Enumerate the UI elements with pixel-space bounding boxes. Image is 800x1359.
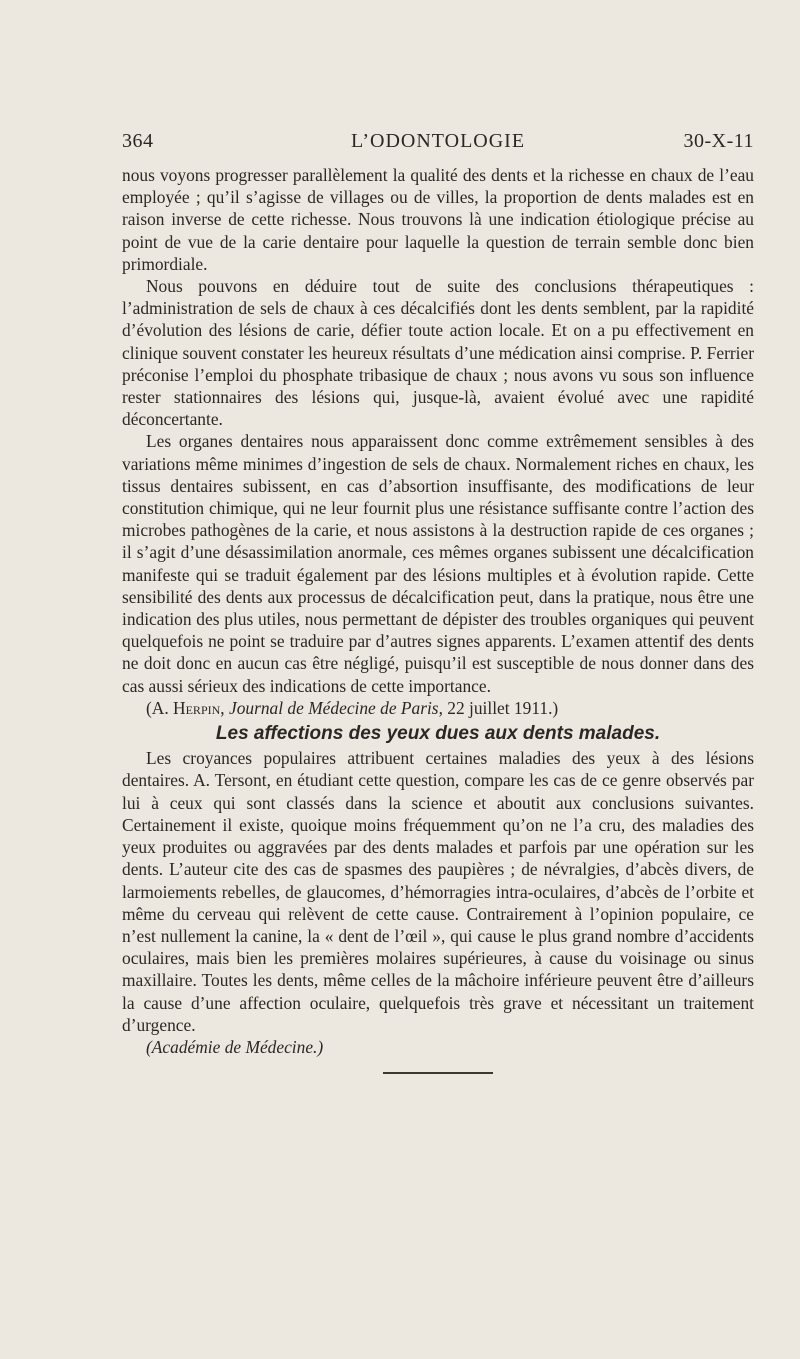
section-heading: Les affections des yeux dues aux dents malades. (215, 723, 661, 745)
source-open: (A. (146, 697, 174, 718)
paragraph-4: Les croyances populaires attribuent certaines maladies des yeux à des lésions dentaires. A. Tersont, en étudiant cette question, compare les cas de ce genre observés par lui à ceux qui sont classés dans la science et aboutit aux conclusions suivantes. Certainement il existe, quoique moins fréquemment qu’on ne l’a cru, des maladies des yeux produites ou aggravées par des dents malades et parfois par une opération sur les dents. L’auteur cite des cas de spasmes des paupières ; de névralgies, d’abcès divers, de larmoiements rebelles, de glaucomes, d’hémorragies intra-oculaires, d’abcès de l’orbite et même du cerveau qui relèvent de cette cause. Contrairement à l’opinion populaire, ce n’est nullement la canine, la « dent de l’œil », qui cause le plus grand nombre d’accidents oculaires, mais bien les premières molaires supérieures, à cause du voisinage ou sinus maxillaire. Toutes les dents, même celles de la mâchoire inférieure peuvent être d’ailleurs la cause d’une affection oculaire, quelquefois très grave et nécessitant un traitement d’urgence. (122, 748, 754, 1035)
source-citation (122, 697, 754, 719)
paragraph-3: Les organes dentaires nous apparaissent donc comme extrêmement sensibles à des variations même minimes d’ingestion de sels de chaux. Normalement riches en chaux, les tissus dentaires subissent, en cas d’absortion insuffisante, des modifications de leur constitution chimique, qui ne leur fournit plus une résistance suffisante contre l’action des microbes pathogènes de la carie, et nous assistons à la destruction rapide de ces organes ; il s’agit d’une désassimilation anormale, ces mêmes organes subissent une décalcification manifeste qui se traduit également par des lésions multiples et à évolution rapide. Cette sensibilité des dents aux processus de décalcification peut, dans la pratique, nous être une indication des plus utiles, nous permettant de dépister des troubles organiques qui peuvent quelquefois ne point se traduire par d’autres signes apparents. L’examen attentif des dents ne doit donc en aucun cas être négligé, puisqu’il est susceptible de nous donner dans des cas aussi sérieux des indications de cette importance. (122, 431, 754, 696)
running-header (122, 130, 754, 158)
source-sep: , (220, 697, 229, 718)
journal-title: L’ODONTOLOGIE (350, 130, 526, 152)
article-body (122, 164, 754, 1074)
closing-rule (383, 1072, 493, 1074)
source-journal: Journal de Médecine de Paris (228, 697, 439, 718)
credit-line: (Académie de Médecine.) (146, 1036, 324, 1057)
source-date: , 22 juillet 1911.) (438, 697, 559, 718)
issue-date: 30-X-11 (683, 130, 754, 152)
page-number: 364 (122, 130, 154, 152)
paragraph-1: nous voyons progresser parallèlement la qualité des dents et la richesse en chaux de l’eau employée ; qu’il s’agisse de villages ou de villes, la proportion de dents malades est en raison inverse de cette richesse. Nous trouvons là une indication étiologique précise au point de vue de la carie dentaire pour laquelle la question de terrain semble donc bien primordiale. (122, 165, 754, 274)
source-author: Herpin (173, 697, 221, 718)
paragraph-2: Nous pouvons en déduire tout de suite des conclusions thérapeutiques : l’administration de sels de chaux à ces décalcifiés dont les dents semblent, par la rapidité d’évolution des lésions de carie, défier toute action locale. Et on a pu effectivement en clinique souvent constater les heureux résultats d’une médication ainsi comprise. P. Ferrier préconise l’emploi du phosphate tribasique de chaux ; nous avons vu sous son influence rester stationnaires des lésions qui, jusque-là, avaient évolué avec une rapidité déconcertante. (122, 276, 754, 430)
